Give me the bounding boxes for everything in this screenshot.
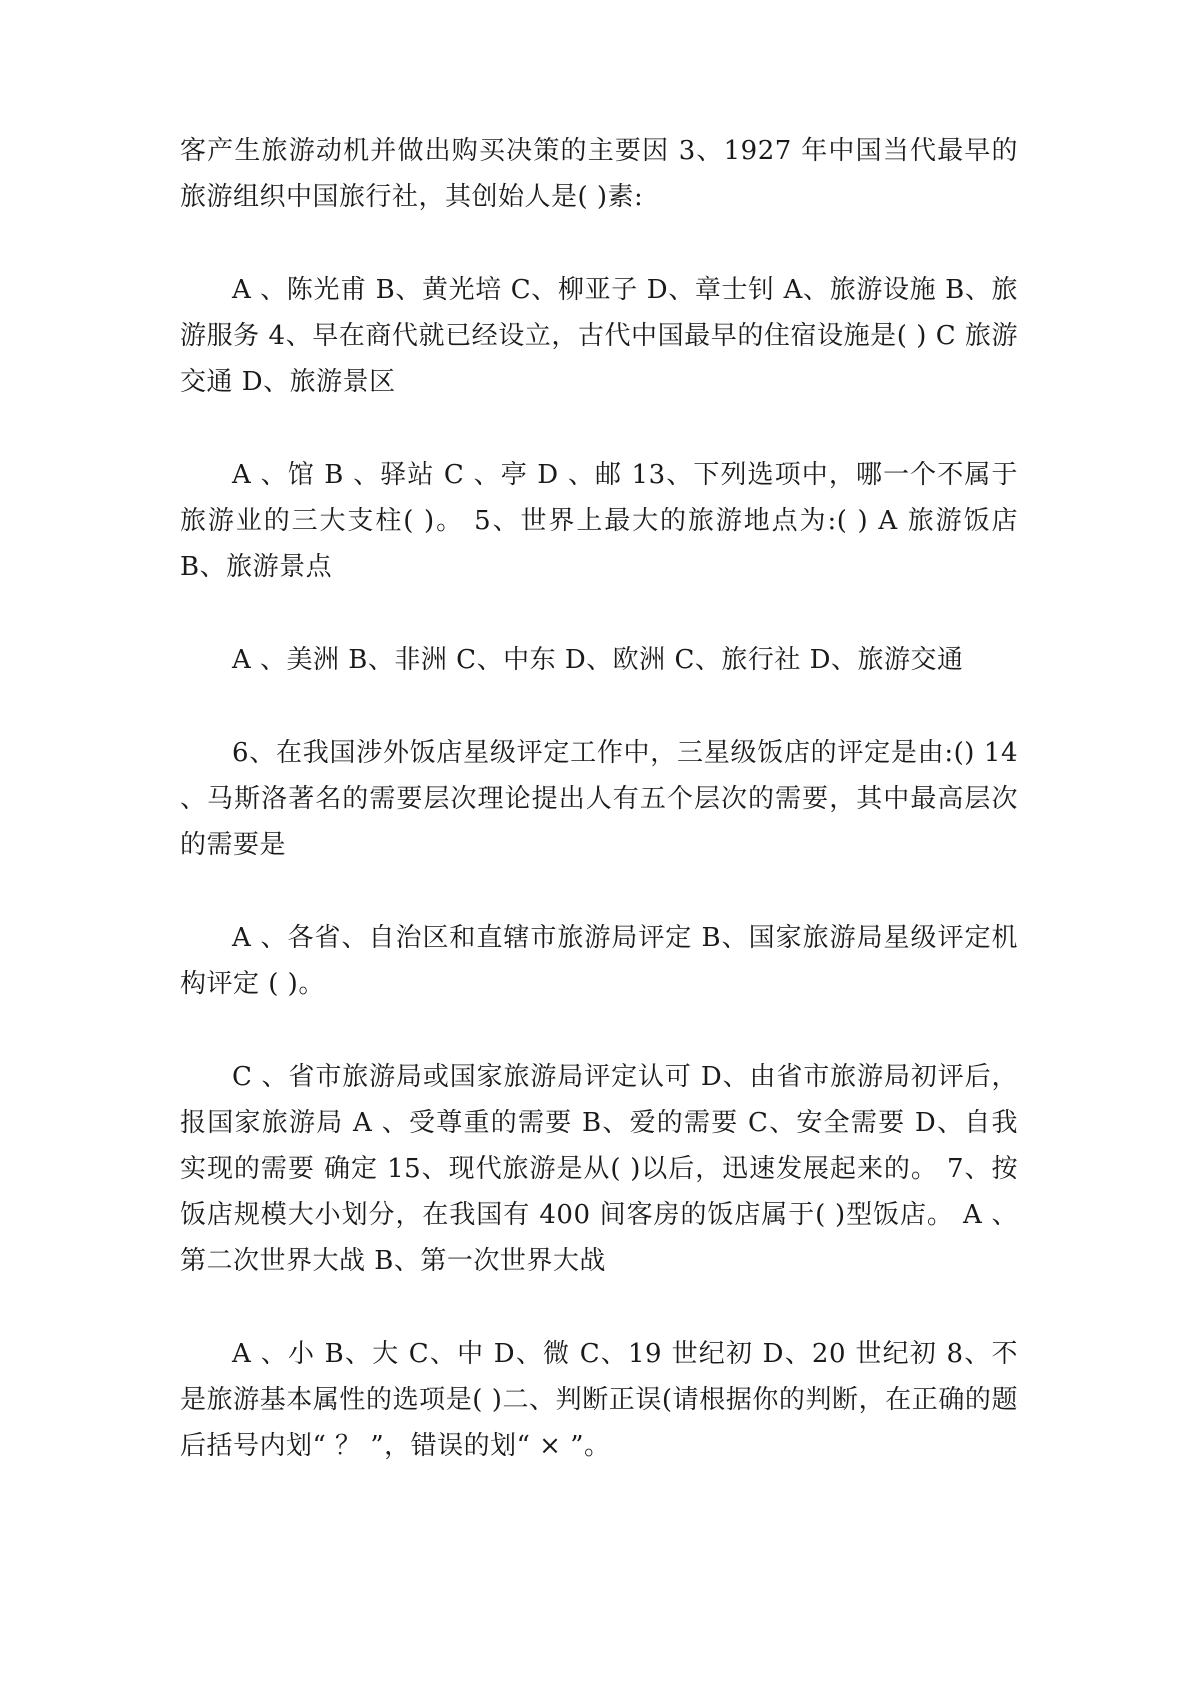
paragraph-5: 6、在我国涉外饭店星级评定工作中，三星级饭店的评定是由:() 14 、马斯洛著名的需要层次理论提出人有五个层次的需要，其中最高层次的需要是 — [180, 738, 1018, 860]
paragraph-3: A 、馆 B 、驿站 C 、亭 D 、邮 13、下列选项中，哪一个不属于旅游业的三大支柱( )。 5、世界上最大的旅游地点为:( ) A 旅游饭店 B、旅游景点 — [180, 460, 1018, 582]
document-body — [180, 128, 1018, 1516]
paragraph-7: C 、省市旅游局或国家旅游局评定认可 D、由省市旅游局初评后，报国家旅游局 A 、受尊重的需要 B、爱的需要 C、安全需要 D、自我实现的需要 确定 15、现代旅游是从( )以后，迅速发展起来的。 7、按饭店规模大小划分，在我国有 400 间客房的饭店属于( )型饭店。 A 、第二次世界大战 B、第一次世界大战 — [180, 1062, 1018, 1276]
paragraph-6: A 、各省、自治区和直辖市旅游局评定 B、国家旅游局星级评定机构评定 ( )。 — [180, 923, 1018, 999]
paragraph-8: A 、小 B、大 C、中 D、微 C、19 世纪初 D、20 世纪初 8、不是旅游基本属性的选项是( )二、判断正误(请根据你的判断，在正确的题后括号内划“ ？ ”，错误的划“ × ”。 — [180, 1339, 1018, 1461]
paragraph-1: 客产生旅游动机并做出购买决策的主要因 3、1927 年中国当代最早的旅游组织中国旅行社，其创始人是( )素: — [180, 136, 1018, 212]
paragraph-2: A 、陈光甫 B、黄光培 C、柳亚子 D、章士钊 A、旅游设施 B、旅游服务 4、早在商代就已经设立，古代中国最早的住宿设施是( ) C 旅游交通 D、旅游景区 — [180, 275, 1018, 397]
paragraph-4: A 、美洲 B、非洲 C、中东 D、欧洲 C、旅行社 D、旅游交通 — [232, 645, 964, 675]
